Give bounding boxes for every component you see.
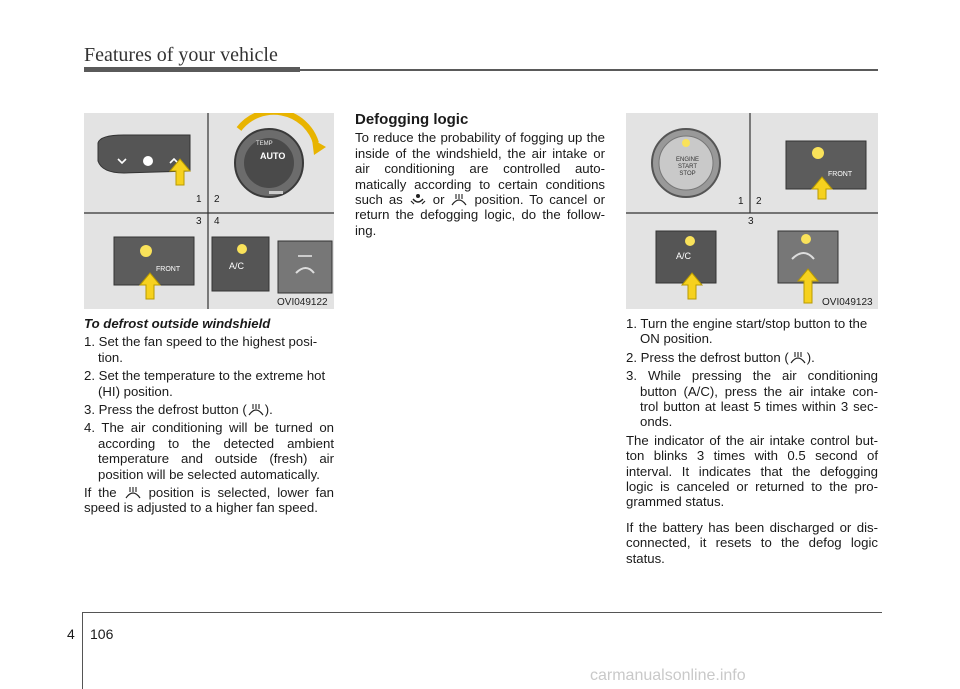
step-4: 4. The air conditioning will be turned on according to the detected ambient temperature and outside (fresh) air position will be selected automatically. [84,420,334,482]
auto-label: AUTO [260,151,286,161]
note-b: position is selected, lower fan speed is adjusted to a higher fan speed. [84,485,335,516]
front-label: FRONT [156,266,181,273]
step-2 [626,350,878,365]
floor-defrost-icon [409,193,427,206]
label-2: 2 [756,196,762,207]
step-3 [84,402,334,417]
label-3: 3 [196,216,202,227]
defog-text-b: position. To cancel or return the defogging logic, do the follow- ing. [355,192,606,238]
indicator-paragraph: The indicator of the air intake control but- ton blinks 3 times with 0.5 second of interval. It indicates that the defogging logic is canceled or returned to the pro- grammed status. [626,432,878,510]
defog-paragraph [355,130,605,238]
engine-button-text [676,157,699,178]
label-2: 2 [214,194,220,205]
figure-defrost-controls [84,113,334,309]
header-rule-thick [84,67,300,72]
label-3: 3 [748,216,754,227]
note [84,485,334,516]
step-3-text: 3. Press the defrost button ( [84,402,247,418]
temp-label: TEMP [256,141,273,147]
defrost-icon [789,351,807,364]
footer-rule [82,612,882,613]
step-2: 2. Set the temperature to the extreme hot (HI) position. [84,368,326,399]
defrost-icon [124,486,142,499]
engine-text-1: ENGINE [676,157,700,163]
column-right [626,316,878,569]
step-1: 1. Set the fan speed to the highest posi- tion. [84,334,318,365]
figure-code: OVI049122 [277,297,328,308]
column-middle [355,112,605,241]
defrost-icon [247,403,265,416]
subheading: To defrost outside windshield [84,316,271,331]
page-header-title: Features of your vehicle [84,44,278,66]
ac-label: A/C [229,261,245,271]
step-3-end: ). [264,402,273,418]
label-1: 1 [738,196,744,207]
column-left [84,316,334,519]
note-a: If the [84,485,117,501]
engine-text-3: STOP [679,171,696,177]
figure-code: OVI049123 [822,297,873,308]
step-1: 1. Turn the engine start/stop button to the ON position. [626,316,868,347]
ac-label: A/C [676,251,692,261]
page-number: 106 [90,626,114,642]
defrost-icon [450,193,468,206]
defog-text-or: or [432,192,445,208]
step-2-end: ). [806,349,815,365]
step-2-text: 2. Press the defrost button ( [626,349,789,365]
battery-paragraph: If the battery has been discharged or dis- connected, it resets to the defog logic status. [626,519,878,566]
footer-vertical-rule [82,612,83,689]
header-rule-thin [300,69,878,71]
step-3: 3. While pressing the air conditioning button (A/C), press the air intake con- trol button at least 5 times within 3 sec- onds. [626,368,878,430]
chapter-number: 4 [67,626,75,642]
watermark: carmanualsonline.info [590,667,746,684]
engine-text-2: START [677,164,698,170]
section-title: Defogging logic [355,111,469,128]
figure-defog-logic-controls [626,113,878,309]
front-label: FRONT [828,171,853,178]
label-4: 4 [214,216,220,227]
label-1: 1 [196,194,202,205]
defog-text-a: To reduce the probability of fogging up the inside of the windshield, the air intake or air conditioning are controlled auto- matically according to certain conditions such as [355,130,605,208]
